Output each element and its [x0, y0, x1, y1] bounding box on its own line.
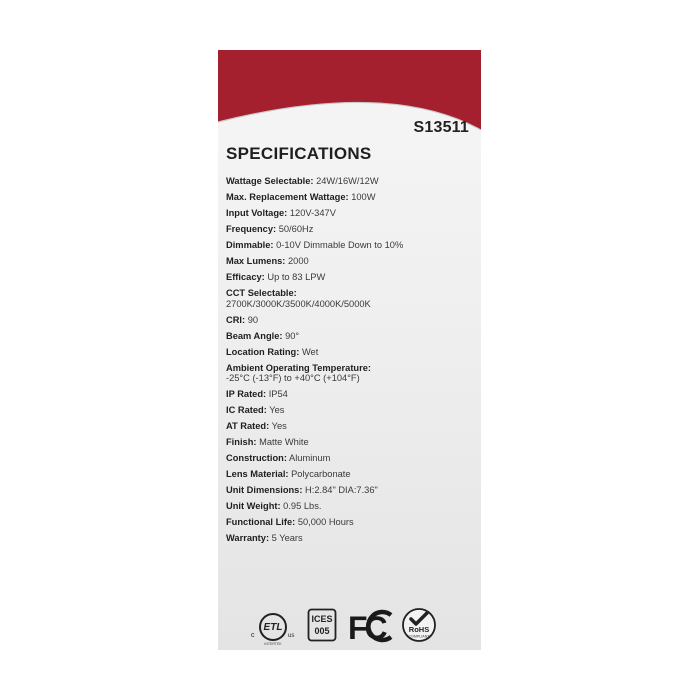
spec-value: 2700K/3000K/3500K/4000K/5000K [226, 298, 371, 309]
spec-row [226, 256, 476, 267]
spec-label: Unit Weight: [226, 501, 281, 511]
spec-row [226, 208, 476, 219]
spec-value: 24W/16W/12W [316, 176, 379, 186]
spec-row [226, 176, 476, 187]
spec-value: 120V-347V [289, 208, 336, 218]
fcc-icon [347, 609, 393, 643]
rohs-text: RoHS [408, 625, 430, 634]
spec-row [226, 469, 476, 480]
product-code: S13511 [413, 119, 469, 136]
spec-row [226, 288, 476, 309]
spec-value: 100W [351, 192, 376, 202]
spec-row [226, 517, 476, 528]
spec-value: 0.95 Lbs. [283, 501, 322, 511]
spec-value: Up to 83 LPW [267, 272, 326, 282]
spec-value: H:2.84" DIA:7.36" [305, 485, 378, 495]
spec-row [226, 405, 476, 416]
spec-label: Max. Replacement Wattage: [226, 192, 349, 202]
spec-row [226, 240, 476, 251]
spec-row [226, 485, 476, 496]
spec-value: 50/60Hz [278, 224, 314, 234]
spec-label: Beam Angle: [226, 330, 283, 341]
spec-value: Yes [271, 421, 287, 431]
spec-label: Max Lumens: [226, 256, 286, 266]
ices-005-icon [307, 608, 337, 642]
spec-row [226, 421, 476, 432]
spec-row [226, 331, 476, 342]
etl-us-mark: us [288, 633, 295, 639]
spec-value: Aluminum [289, 453, 331, 463]
spec-value: Yes [269, 405, 285, 415]
spec-label: Functional Life: [226, 517, 296, 527]
header-band [218, 50, 481, 130]
spec-label: Unit Dimensions: [226, 485, 303, 495]
spec-row [226, 501, 476, 512]
spec-value: 0-10V Dimmable Down to 10% [276, 240, 404, 250]
spec-value: 50,000 Hours [297, 517, 354, 527]
certification-logos [218, 606, 481, 650]
spec-value: Polycarbonate [291, 469, 351, 479]
etl-sub-text: INTERTEK [264, 642, 282, 646]
etl-text: ETL [263, 622, 283, 633]
spec-row [226, 437, 476, 448]
spec-label: Frequency: [226, 224, 277, 234]
spec-label: Ambient Operating Temperature: [226, 362, 371, 373]
spec-value: Wet [301, 346, 319, 357]
spec-value: 90 [247, 314, 259, 325]
spec-label: Location Rating: [226, 346, 300, 357]
spec-label: Finish: [226, 437, 257, 447]
spec-value: 5 Years [271, 533, 303, 543]
ices-line2: 005 [314, 626, 330, 636]
spec-label: AT Rated: [226, 421, 270, 431]
etl-c-mark: c [251, 632, 255, 639]
spec-label: Wattage Selectable: [226, 176, 314, 186]
spec-label: IC Rated: [226, 405, 267, 415]
spec-list [226, 176, 476, 549]
spec-row [226, 453, 476, 464]
spec-value: 90° [285, 330, 300, 341]
etl-listed-icon [248, 608, 298, 646]
spec-sheet-card [218, 50, 481, 650]
spec-row [226, 389, 476, 400]
spec-row [226, 192, 476, 203]
spec-value: 2000 [288, 256, 309, 266]
spec-label: Input Voltage: [226, 208, 288, 218]
spec-label: CRI: [226, 314, 246, 325]
rohs-compliant-icon [401, 607, 437, 645]
ices-line1: ICES [311, 614, 333, 624]
spec-label: IP Rated: [226, 389, 267, 399]
spec-row [226, 363, 476, 384]
spec-label: Warranty: [226, 533, 270, 543]
spec-row [226, 533, 476, 544]
spec-value: IP54 [268, 389, 288, 399]
spec-label: CCT Selectable: [226, 288, 297, 298]
spec-label: Lens Material: [226, 469, 289, 479]
spec-label: Construction: [226, 453, 287, 463]
spec-row [226, 347, 476, 358]
page-title: SPECIFICATIONS [226, 144, 372, 163]
rohs-sub-text: COMPLIANT [408, 634, 430, 639]
spec-value: Matte White [259, 437, 309, 447]
spec-row [226, 224, 476, 235]
spec-label: Efficacy: [226, 272, 265, 282]
spec-row [226, 272, 476, 283]
fcc-text: FC [348, 610, 385, 643]
spec-label: Dimmable: [226, 240, 274, 250]
spec-value: -25°C (-13°F) to +40°C (+104°F) [226, 373, 360, 383]
spec-row [226, 315, 476, 326]
